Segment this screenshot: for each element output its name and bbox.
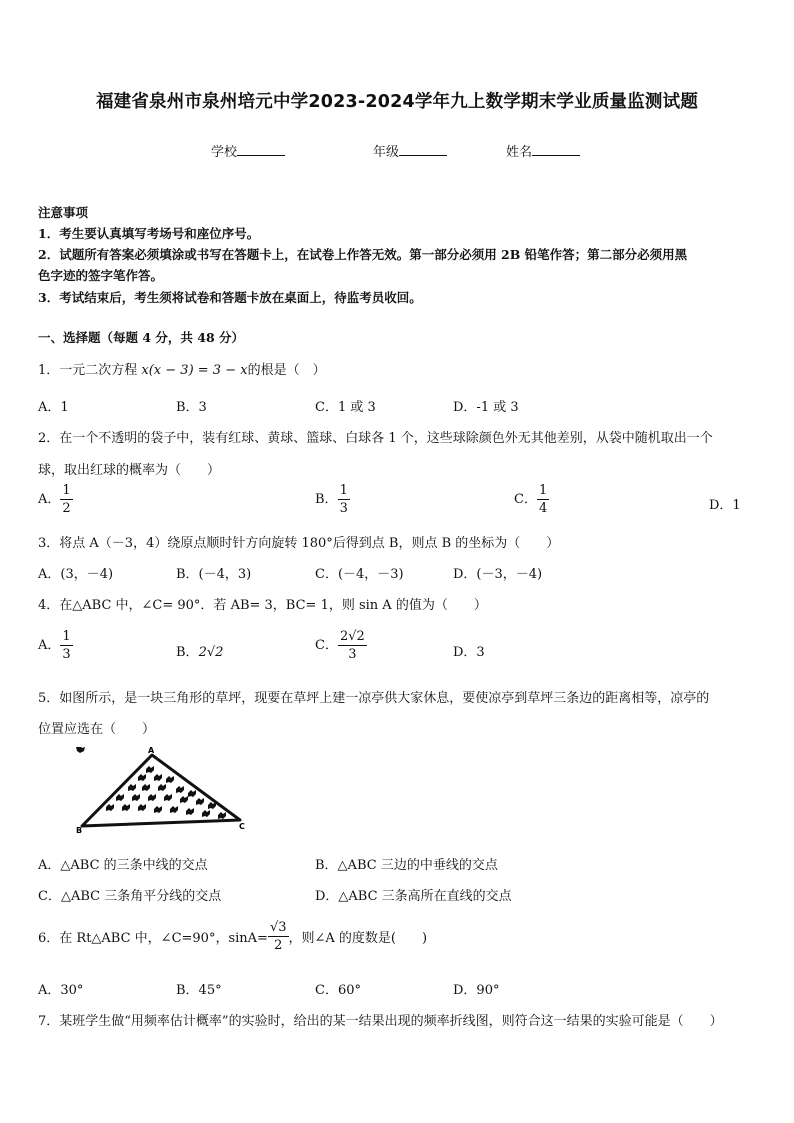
notes-item-2: 2．试题所有答案必须填涂或书写在答题卡上，在试卷上作答无效。第一部分必须用 2B 铅笔作答；第二部分必须用黑 — [38, 247, 688, 262]
q5-line-1: 5．如图所示，是一块三角形的草坪，现要在草坪上建一凉亭供大家休息，要使凉亭到草坪三条边的距离相等，凉亭的 — [38, 691, 710, 706]
q3-option-d[interactable]: D．(－3，－4) — [453, 567, 543, 582]
notes-item-2-cont: 色字迹的签字笔作答。 — [38, 268, 164, 283]
q6-option-b[interactable]: B．45° — [176, 983, 222, 998]
vertex-label-b: B — [76, 826, 83, 835]
q6-suffix: ，则∠A 的度数是( ) — [288, 931, 428, 946]
question-1 — [38, 359, 326, 378]
q6-fraction — [268, 921, 289, 952]
grass-tuft — [186, 808, 194, 815]
q4-option-c[interactable] — [315, 630, 367, 661]
grass-tuft — [158, 784, 166, 791]
question-7: 7．某班学生做“用频率估计概率”的实验时，给出的某一结果出现的频率折线图，则符合这一结果的实验可能是（ ） — [38, 1014, 723, 1029]
triangle-outline — [82, 755, 240, 826]
q2-option-a[interactable] — [38, 484, 73, 515]
numerator: 2√2 — [339, 629, 365, 644]
q4-option-a[interactable] — [38, 630, 73, 661]
grass-tuft — [196, 798, 204, 805]
q5-option-b[interactable]: B．△ABC 三边的中垂线的交点 — [315, 858, 498, 873]
q4-option-d[interactable]: D．3 — [453, 645, 485, 660]
question-6 — [38, 921, 427, 952]
q4-option-c-label: C． — [315, 638, 338, 653]
q5-option-c[interactable]: C．△ABC 三条角平分线的交点 — [38, 889, 222, 904]
denominator: 3 — [348, 647, 357, 662]
notes-item-1: 1．考生要认真填写考场号和座位序号。 — [38, 226, 260, 241]
notes-heading: 注意事项 — [38, 205, 89, 220]
grass-tuft — [164, 794, 172, 801]
denominator: 3 — [339, 501, 348, 516]
q1-prefix: 1．一元二次方程 — [38, 363, 142, 378]
q1-equation: x(x − 3) = 3 − x — [141, 363, 248, 378]
denominator: 2 — [62, 501, 71, 516]
q6-option-c[interactable]: C．60° — [315, 983, 361, 998]
q3-option-b[interactable]: B．(－4，3) — [176, 567, 252, 582]
grass-tufts — [106, 766, 226, 819]
name-label: 姓名 — [506, 145, 533, 160]
grass-tuft — [146, 766, 154, 773]
q1-suffix: 的根是（ ） — [247, 363, 326, 378]
q1-option-c[interactable]: C．1 或 3 — [315, 400, 376, 415]
denominator: 2 — [274, 938, 283, 953]
denominator: 3 — [62, 647, 71, 662]
school-label: 学校 — [211, 145, 238, 160]
q2-option-b-fraction — [338, 484, 350, 515]
q4-option-a-fraction — [60, 630, 72, 661]
school-field[interactable] — [211, 141, 285, 160]
section-heading: 一、选择题（每题 4 分，共 48 分） — [38, 330, 245, 345]
grass-tuft — [166, 776, 174, 783]
numerator: 1 — [538, 483, 548, 498]
grass-tuft — [180, 796, 188, 803]
grass-tuft — [154, 806, 162, 813]
denominator: 4 — [538, 501, 548, 516]
q4-option-b-label: B． — [176, 645, 199, 660]
vertex-label-a: A — [148, 747, 155, 755]
numerator: 1 — [62, 483, 71, 498]
q2-option-a-label: A． — [38, 492, 61, 507]
q5-line-2: 位置应选在（ ） — [38, 722, 156, 737]
q4-option-c-fraction — [338, 630, 367, 661]
numerator: 1 — [339, 483, 348, 498]
numerator: √3 — [269, 920, 287, 935]
grass-tuft — [132, 794, 140, 801]
grass-tuft — [218, 812, 226, 819]
q5-option-a[interactable]: A．△ABC 的三条中线的交点 — [38, 858, 208, 873]
q2-option-b[interactable] — [315, 484, 350, 515]
grass-tuft — [138, 774, 146, 781]
q3-option-a[interactable]: A．(3，－4) — [38, 567, 114, 582]
grass-tuft — [208, 802, 216, 809]
q3-option-c[interactable]: C．(－4，－3) — [315, 567, 404, 582]
grass-tuft — [142, 784, 150, 791]
grass-tuft — [154, 774, 162, 781]
grass-tuft — [170, 806, 178, 813]
q1-option-a[interactable]: A．1 — [38, 400, 69, 415]
grade-blank[interactable] — [399, 143, 447, 156]
grass-tuft — [106, 804, 114, 811]
q2-option-b-label: B． — [315, 492, 338, 507]
name-blank[interactable] — [532, 143, 580, 156]
q4-option-b[interactable] — [176, 641, 223, 660]
grass-tuft — [148, 794, 156, 801]
q1-option-b[interactable]: B．3 — [176, 400, 207, 415]
grade-label: 年级 — [373, 145, 400, 160]
grass-tuft — [188, 790, 196, 797]
name-field[interactable] — [506, 141, 580, 160]
q1-option-d[interactable]: D．-1 或 3 — [453, 400, 519, 415]
grass-tuft — [122, 804, 130, 811]
q2-option-a-fraction — [60, 484, 72, 515]
q6-prefix: 6．在 Rt△ABC 中，∠C=90°，sinA= — [38, 931, 268, 946]
grass-tuft — [116, 794, 124, 801]
grass-pattern — [76, 747, 85, 753]
q2-option-d[interactable]: D．1 — [709, 498, 741, 513]
grass-tuft — [202, 810, 210, 817]
q2-option-c-fraction — [537, 484, 549, 515]
grade-field[interactable] — [373, 141, 447, 160]
notes-item-3: 3．考试结束后，考生须将试卷和答题卡放在桌面上，待监考员收回。 — [38, 290, 422, 305]
q4-option-b-value: 2√2 — [198, 645, 224, 660]
q2-option-c-label: C． — [514, 492, 537, 507]
q6-option-d[interactable]: D．90° — [453, 983, 500, 998]
school-blank[interactable] — [237, 143, 285, 156]
grass-tuft — [176, 786, 184, 793]
vertex-label-c: C — [239, 822, 245, 831]
q2-option-c[interactable] — [514, 484, 549, 515]
question-4: 4．在△ABC 中，∠C= 90°．若 AB= 3，BC= 1，则 sin A 的值为（ ） — [38, 598, 487, 613]
question-3: 3．将点 A（－3，4）绕原点顺时针方向旋转 180°后得到点 B，则点 B 的坐标为（ ） — [38, 536, 560, 551]
grass-tuft — [138, 804, 146, 811]
exam-title: 福建省泉州市泉州培元中学2023-2024学年九上数学期末学业质量监测试题 — [95, 92, 699, 112]
q5-option-d[interactable]: D．△ABC 三条高所在直线的交点 — [315, 889, 512, 904]
q4-option-a-label: A． — [38, 638, 61, 653]
q2-line-2: 球，取出红球的概率为（ ） — [38, 463, 221, 478]
q6-option-a[interactable]: A．30° — [38, 983, 84, 998]
grass-tuft — [128, 784, 136, 791]
triangle-lawn-figure — [76, 747, 256, 835]
numerator: 1 — [62, 629, 71, 644]
q2-line-1: 2．在一个不透明的袋子中，装有红球、黄球、篮球、白球各 1 个，这些球除颜色外无其他差别，从袋中随机取出一个 — [38, 431, 713, 446]
